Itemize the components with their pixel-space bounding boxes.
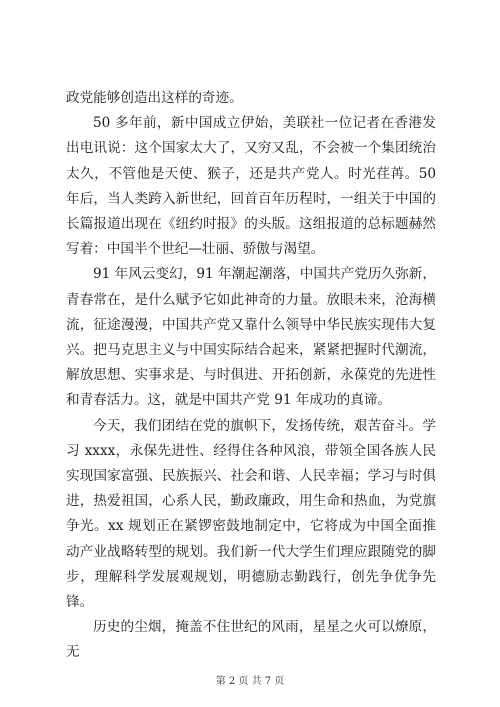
paragraph: 历史的尘烟，掩盖不住世纪的风雨，星星之火可以燎原，无 xyxy=(66,619,436,661)
page-number-footer: 第 2 页 共 7 页 xyxy=(215,676,285,687)
paragraph: 91 年风云变幻，91 年潮起潮落，中国共产党历久弥新，青春常在，是什么赋予它如此神奇的力量。放眼未来，沧海横流，征途漫漫，中国共产党又靠什么领导中华民族实现伟大复兴。把马克思主义与中国实际结合起来，紧紧把握时代潮流，解放思想、实事求是、与时俱进、开拓创新，永葆党的先进性和青春活力。这，就是中国共产党 91 年成功的真谛。 xyxy=(66,266,436,409)
paragraph: 今天，我们团结在党的旗帜下，发扬传统，艰苦奋斗。学习 xxxx，永保先进性、经得住各种风浪，带领全国各族人民实现国家富强、民族振兴、社会和谐、人民幸福；学习与时俱进，热爱祖国，心系人民，勤政廉政，用生命和热血，为党旗争光。xx 规划正在紧锣密鼓地制定中，它将成为中国全面推动产业战略转型的规划。我们新一代大学生们理应跟随党的脚步，理解科学发展观规划，明德励志勤践行，创先争优争先锋。 xyxy=(66,417,436,611)
paragraph-continuation: 政党能够创造出这样的奇迹。 xyxy=(66,90,243,106)
document-body xyxy=(66,86,436,666)
paragraph: 50 多年前，新中国成立伊始，美联社一位记者在香港发出电讯说：这个国家太大了，又穷又乱，不会被一个集团统治太久，不管他是天使、猴子，还是共产党人。时光荏苒。50 年后，当人类跨入新世纪，回首百年历程时，一组关于中国的长篇报道出现在《纽约时报》的头版。这组报道的总标题赫然写着：中国半个世纪—壮丽、骄傲与渴望。 xyxy=(66,115,436,258)
